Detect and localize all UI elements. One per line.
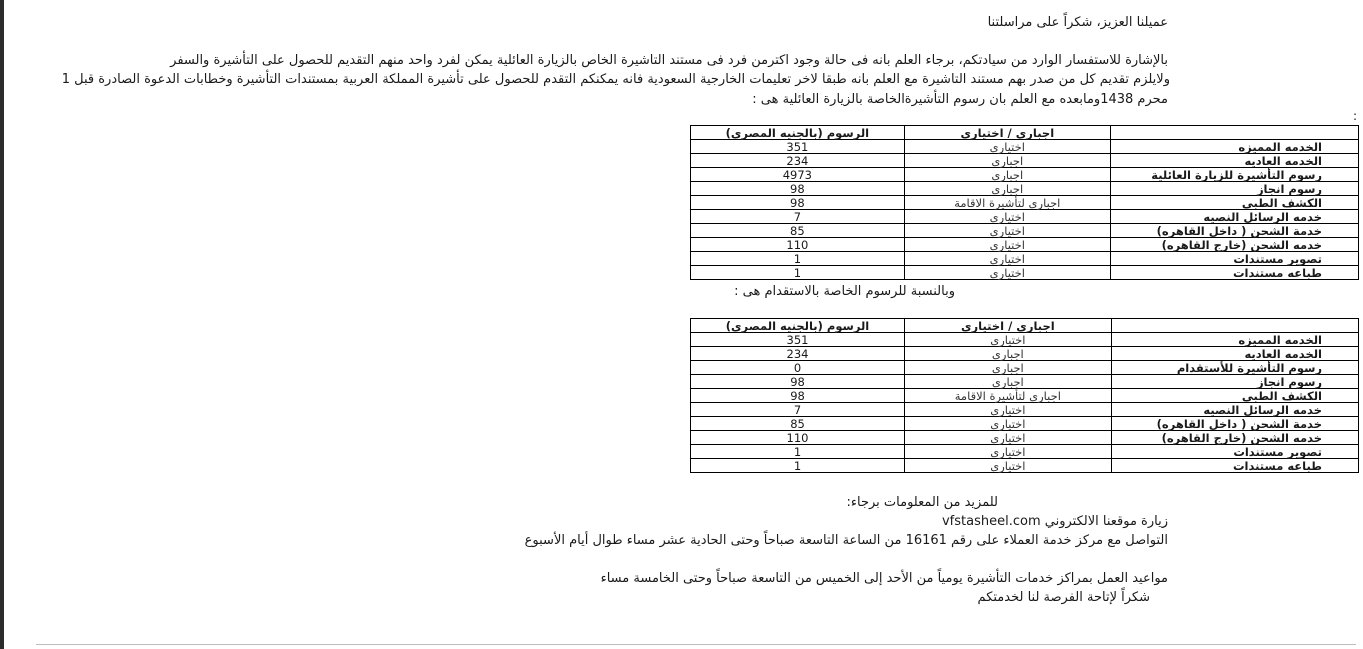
table-row (691, 445, 1359, 459)
table-row (691, 375, 1359, 389)
option-cell: اختيارى (905, 431, 1112, 445)
table-row (691, 431, 1359, 445)
option-cell: اجبارى (905, 375, 1112, 389)
option-cell: اختيارى (905, 417, 1112, 431)
fee-cell: 234 (691, 347, 905, 361)
header-option: اجبارى / اختيارى (904, 126, 1110, 140)
table-row (691, 238, 1359, 252)
table-row (691, 333, 1359, 347)
service-name-cell: خدمه الشحن (خارج القاهره) (1110, 238, 1358, 252)
option-cell: اختيارى (904, 252, 1110, 266)
table-row (691, 224, 1359, 238)
fee-cell: 1 (691, 445, 905, 459)
fee-cell: 1 (691, 252, 905, 266)
intro-line-2: ولايلزم تقديم كل من صدر بهم مستند التاشيرة مع العلم بانه طبقا لاخر تعليمات الخارجية السعودية فانه يمكنكم التقدم للحصول على تأشيرة المملكة العربية بمستندات التأشيرة وخطابات الدعوة الصادرة قبل 1 (61, 72, 1170, 87)
option-cell: اجبارى لتأشيرة الاقامة (905, 389, 1112, 403)
option-cell: اختيارى (904, 224, 1110, 238)
option-cell: اجبارى (905, 347, 1112, 361)
option-cell: اختيارى (905, 333, 1112, 347)
service-name-cell: تصوير مستندات (1111, 445, 1358, 459)
fee-cell: 98 (691, 196, 905, 210)
call-center-line: التواصل مع مركز خدمة العملاء على رقم 16161 من الساعة التاسعة صباحاً وحتى الحادية عشر مساء طوال أيام الأسبوع (524, 533, 1168, 548)
fee-cell: 1 (691, 266, 905, 280)
table-row (691, 266, 1359, 280)
fee-cell: 110 (691, 431, 905, 445)
option-cell: اختيارى (904, 140, 1110, 154)
greeting: عميلنا العزيز، شكراً على مراسلتنا (987, 15, 1168, 30)
fee-cell: 351 (691, 333, 905, 347)
left-border (0, 0, 4, 649)
table-row (691, 361, 1359, 375)
service-name-cell: الكشف الطبى (1111, 389, 1358, 403)
service-name-cell: رسوم انجاز (1110, 182, 1358, 196)
header-fee: الرسوم (بالجنيه المصرى) (691, 126, 905, 140)
option-cell: اختيارى (904, 238, 1110, 252)
option-cell: اختيارى (904, 210, 1110, 224)
option-cell: اجبارى (904, 154, 1110, 168)
table-row (691, 252, 1359, 266)
fee-cell: 7 (691, 210, 905, 224)
fee-cell: 351 (691, 140, 905, 154)
working-hours-line: مواعيد العمل بمراكز خدمات التأشيرة يومياً من الأحد إلى الخميس من التاسعة صباحاً وحتى الخامسة مساء (600, 571, 1168, 586)
option-cell: اختيارى (905, 459, 1112, 473)
table-row (691, 210, 1359, 224)
family-visit-fees-table (690, 125, 1359, 280)
thanks-line: شكراً لإتاحة الفرصة لنا لخدمتكم (977, 590, 1150, 605)
more-info: للمزيد من المعلومات برجاء: (846, 495, 998, 510)
service-name-cell: طباعه مستندات (1111, 459, 1358, 473)
header-option: اجبارى / اختيارى (905, 319, 1112, 333)
fee-cell: 1 (691, 459, 905, 473)
service-name-cell: خدمه الرسائل النصيه (1110, 210, 1358, 224)
fee-cell: 110 (691, 238, 905, 252)
fee-cell: 98 (691, 375, 905, 389)
table-row (691, 389, 1359, 403)
table-row (691, 168, 1359, 182)
service-name-cell: طباعه مستندات (1110, 266, 1358, 280)
fee-cell: 7 (691, 403, 905, 417)
website-line: زيارة موقعنا الالكتروني vfstasheel.com (941, 514, 1168, 529)
option-cell: اختيارى (904, 266, 1110, 280)
table-row (691, 140, 1359, 154)
fee-cell: 98 (691, 182, 905, 196)
header-fee: الرسوم (بالجنيه المصرى) (691, 319, 905, 333)
service-name-cell: رسوم التأشيرة للأستقدام (1111, 361, 1358, 375)
table-row (691, 154, 1359, 168)
service-name-cell: خدمة الشحن ( داخل القاهره) (1111, 417, 1358, 431)
table-row (691, 196, 1359, 210)
bottom-divider (36, 644, 1356, 645)
fee-cell: 85 (691, 224, 905, 238)
intro-line-3: محرم 1438ومابعده مع العلم بان رسوم التأشيرةالخاصة بالزيارة العائلية هى : (752, 92, 1168, 107)
fee-cell: 4973 (691, 168, 905, 182)
table-row (691, 347, 1359, 361)
option-cell: اجبارى (905, 361, 1112, 375)
recruitment-fees-table (690, 318, 1359, 473)
option-cell: اجبارى (904, 182, 1110, 196)
service-name-cell: الخدمه المميزه (1111, 333, 1358, 347)
table-row (691, 459, 1359, 473)
table-header-row (691, 319, 1359, 333)
stray-colon: : (1352, 109, 1357, 123)
fee-cell: 0 (691, 361, 905, 375)
service-name-cell: خدمه الشحن (خارج القاهره) (1111, 431, 1358, 445)
recruitment-rows (691, 333, 1359, 473)
table-row (691, 417, 1359, 431)
service-name-cell: تصوير مستندات (1110, 252, 1358, 266)
option-cell: اجبارى لتأشيرة الاقامة (904, 196, 1110, 210)
option-cell: اجبارى (904, 168, 1110, 182)
recruitment-intro: وبالنسبة للرسوم الخاصة بالاستقدام هى : (734, 284, 955, 299)
service-name-cell: الكشف الطبى (1110, 196, 1358, 210)
service-name-cell: الخدمه المميزه (1110, 140, 1358, 154)
service-name-cell: رسوم التأشيرة للزيارة العائلية (1110, 168, 1358, 182)
service-name-cell: رسوم انجاز (1111, 375, 1358, 389)
service-name-cell: الخدمه العاديه (1111, 347, 1358, 361)
header-service (1110, 126, 1358, 140)
fee-cell: 85 (691, 417, 905, 431)
option-cell: اختيارى (905, 445, 1112, 459)
table-row (691, 182, 1359, 196)
header-service (1111, 319, 1358, 333)
family-visit-rows (691, 140, 1359, 280)
service-name-cell: خدمة الشحن ( داخل القاهره) (1110, 224, 1358, 238)
intro-line-1: بالإشارة للاستفسار الوارد من سيادتكم، برجاء العلم بانه فى حالة وجود اكترمن فرد فى مستند التاشيرة الخاص بالزيارة العائلية يمكن لفرد واحد منهم التقديم للحصول على التأشيرة والسفر (170, 53, 1168, 68)
fee-cell: 234 (691, 154, 905, 168)
service-name-cell: الخدمه العاديه (1110, 154, 1358, 168)
table-header-row (691, 126, 1359, 140)
service-name-cell: خدمه الرسائل النصيه (1111, 403, 1358, 417)
fee-cell: 98 (691, 389, 905, 403)
option-cell: اختيارى (905, 403, 1112, 417)
table-row (691, 403, 1359, 417)
